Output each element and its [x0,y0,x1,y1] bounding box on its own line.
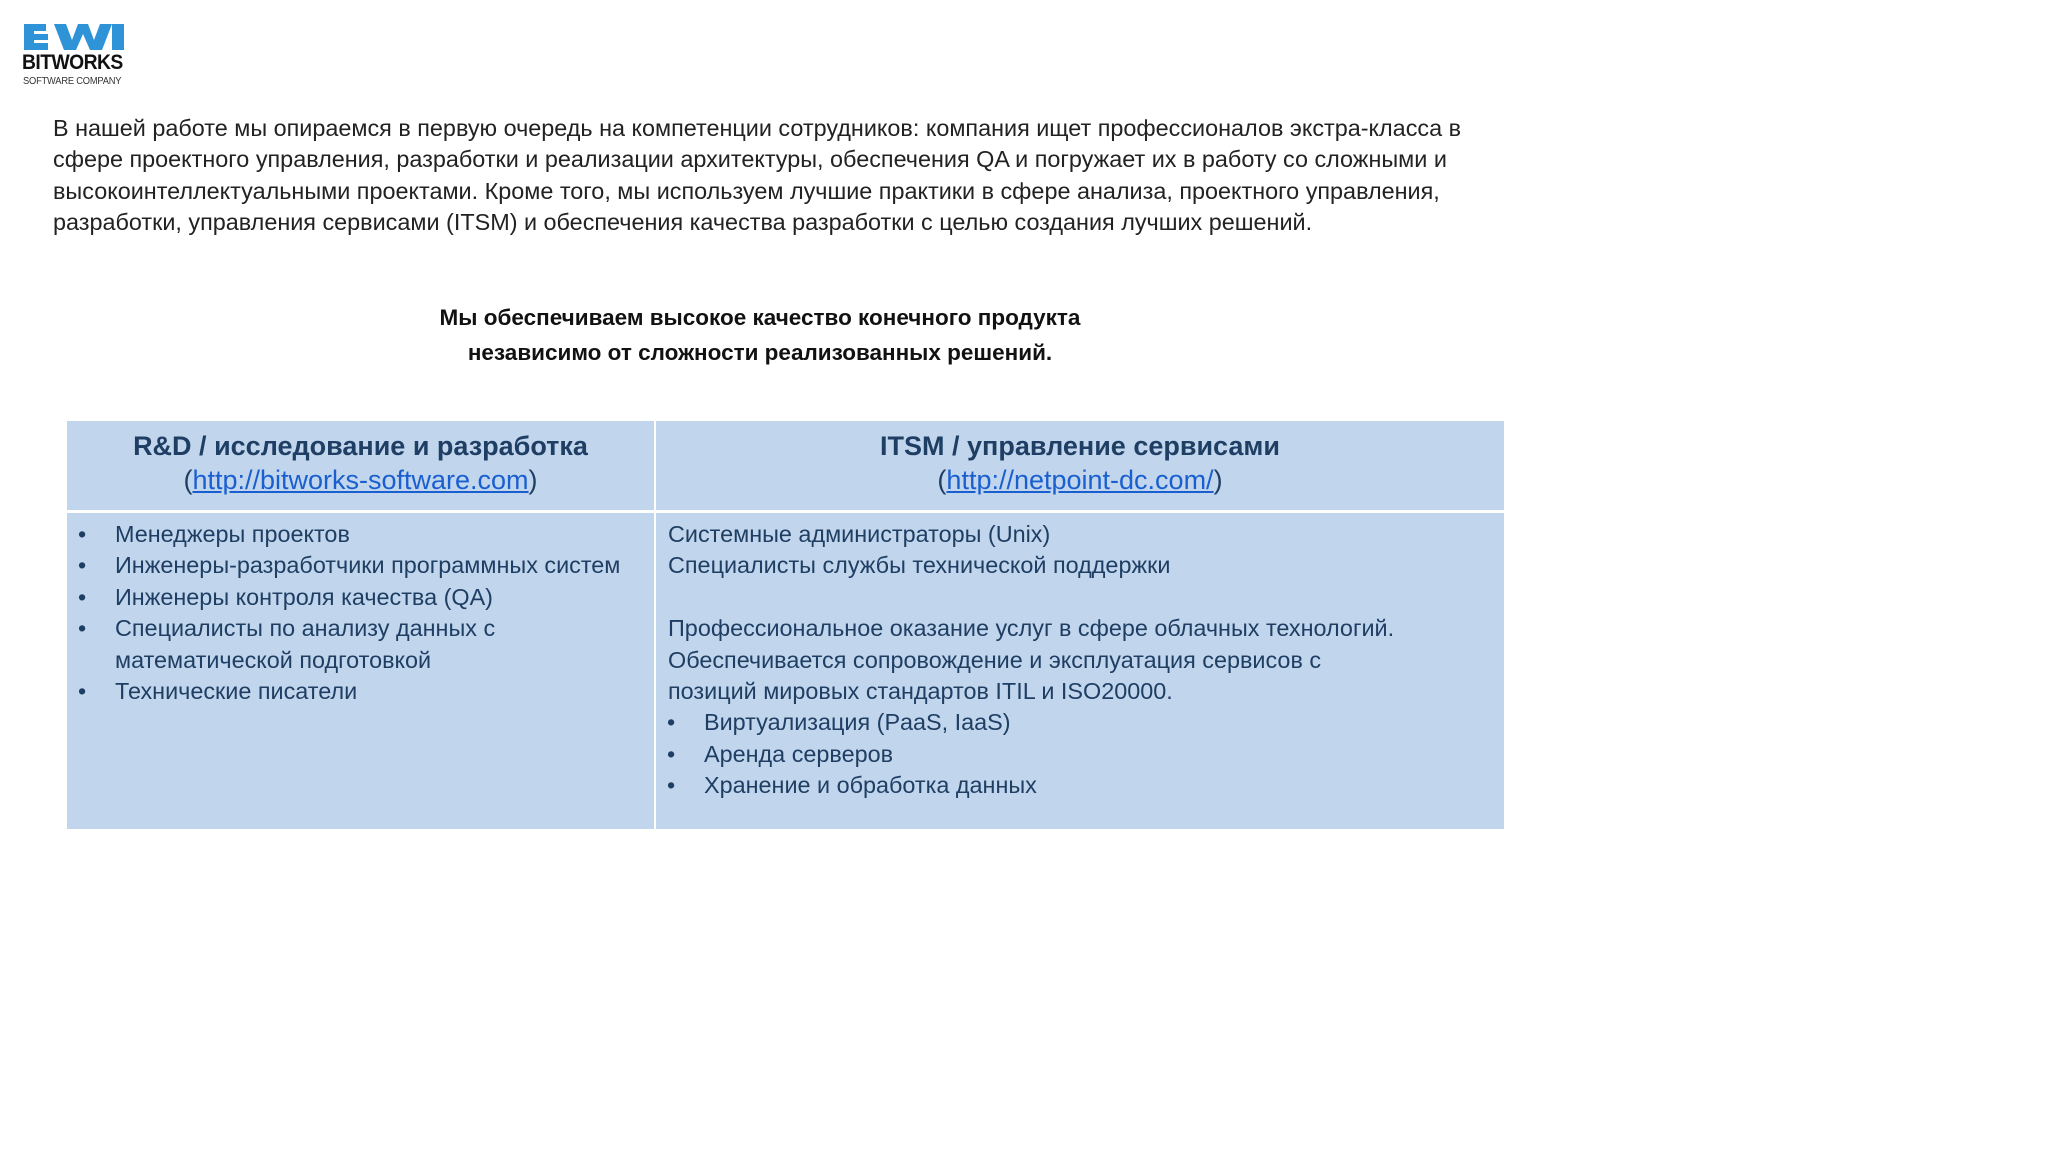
bw-logo-mark-icon [22,22,126,52]
itsm-paragraph-line: Профессиональное оказание услуг в сфере облачных технологий. [668,615,1395,642]
column-url-itsm [656,463,1504,497]
column-title-itsm: ITSM / управление сервисами [880,431,1280,461]
itsm-line: Специалисты службы технической поддержки [668,552,1171,579]
list-item: • Инженеры-разработчики программных систем [115,550,654,581]
itsm-description [656,513,1504,707]
slogan-line-2: независимо от сложности реализованных решений. [467,340,1053,365]
list-item: • Аренда серверов [704,739,1504,770]
column-title-rnd: R&D / исследование и разработка [133,431,588,461]
column-url-rnd [67,463,654,497]
logo-tagline: SOFTWARE COMPANY [23,76,122,87]
bitworks-link[interactable]: http://bitworks-software.com [192,465,529,495]
paren-open: ( [937,465,947,495]
list-item: • Менеджеры проектов [115,519,654,550]
itsm-paragraph-line: позиций мировых стандартов ITIL и ISO20000. [668,678,1173,705]
paren-open: ( [183,465,193,495]
netpoint-link[interactable]: http://netpoint-dc.com/ [946,465,1214,495]
logo-name: BITWORKS [22,51,123,74]
list-item: • Технические писатели [115,676,654,707]
body-cell-itsm [656,513,1504,829]
rnd-roles-list [67,513,654,707]
itsm-line: Системные администраторы (Unix) [668,521,1051,547]
list-item: • Виртуализация (PaaS, IaaS) [704,707,1504,738]
itsm-paragraph-line: Обеспечивается сопровождение и эксплуатация сервисов с [668,646,1322,673]
list-item: • Хранение и обработка данных [704,770,1504,801]
paren-close: ) [528,465,538,495]
list-item: • Специалисты по анализу данных с математической подготовкой [115,613,654,676]
services-table [67,421,1504,829]
bitworks-logo [22,22,134,92]
paren-close: ) [1213,465,1223,495]
slogan [0,300,1520,370]
header-cell-rnd [67,421,654,510]
slogan-line-1: Мы обеспечиваем высокое качество конечного продукта [439,305,1081,330]
header-cell-itsm [656,421,1504,510]
list-item: • Инженеры контроля качества (QA) [115,582,654,613]
intro-paragraph: В нашей работе мы опираемся в первую очередь на компетенции сотрудников: компания ищет профессионалов экстра-класса в сфере проектного управления, разработки и реализации архитектуры, обеспечения QA и погружает их в работу со сложными и высокоинтеллектуальными проектами. Кроме того, мы используем лучшие практики в сфере анализа, проектного управления, разработки, управления сервисами (ITSM) и обеспечения качества разработки с целью создания лучших решений. [53,115,1462,236]
body-cell-rnd [67,513,654,829]
itsm-services-list [656,707,1504,801]
